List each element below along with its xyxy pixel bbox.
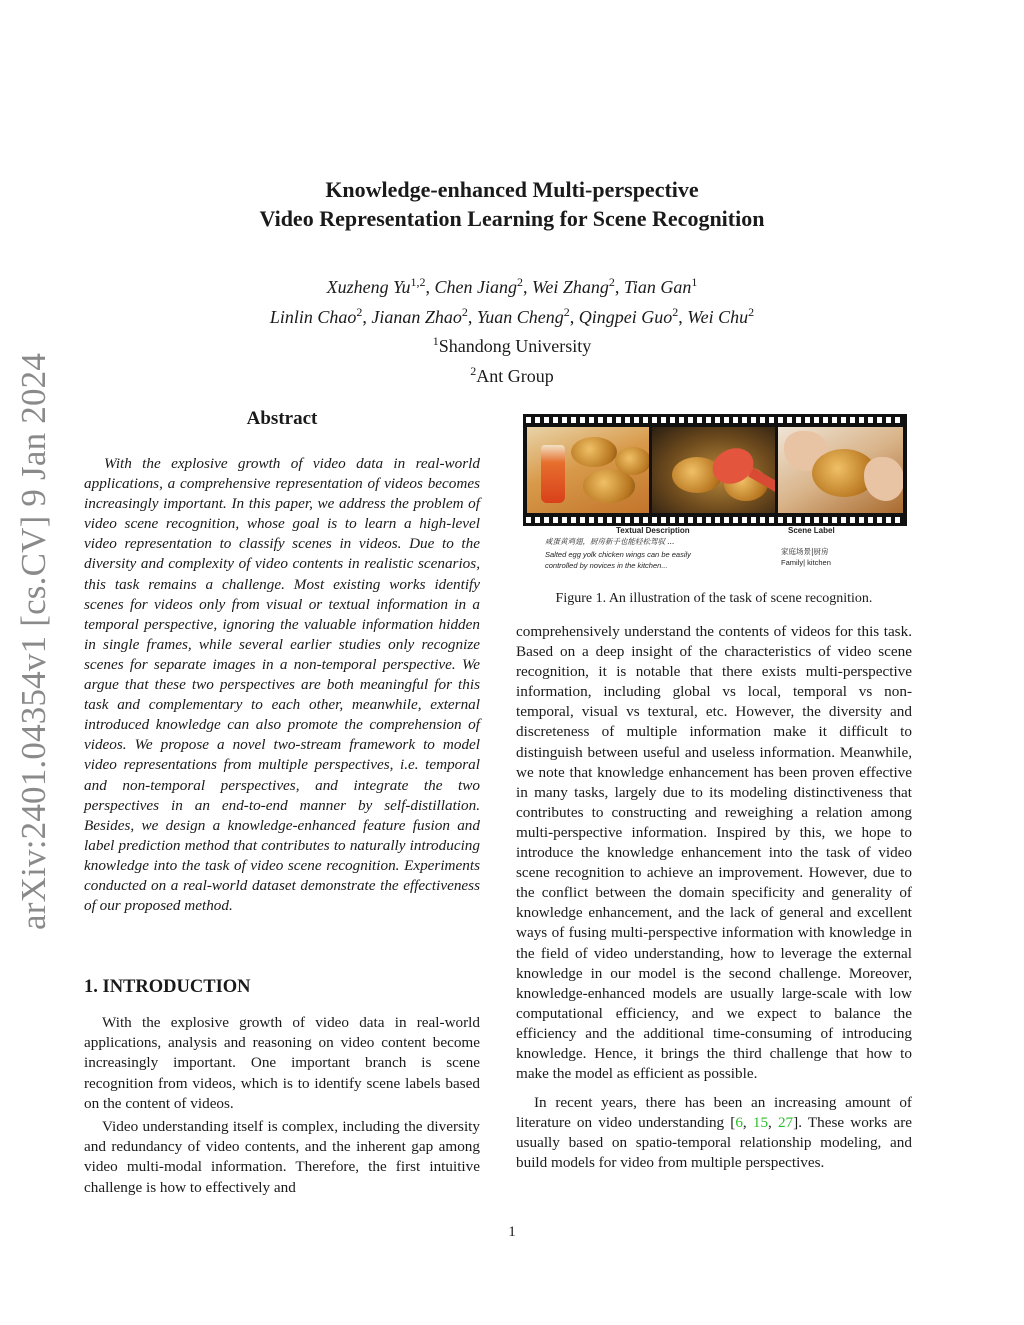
author-name: Jianan Zhao xyxy=(371,306,462,327)
author-affiliation-mark: 2 xyxy=(563,304,570,319)
intro-paragraph-2: Video understanding itself is complex, including the diversity and redundancy of video contents, and the inherent gap among video multi-modal information. Therefore, the first intuitive challenge is how to effectively and xyxy=(84,1118,480,1196)
author-name: Tian Gan xyxy=(623,277,692,297)
filmstrip-image xyxy=(523,414,907,526)
arxiv-identifier[interactable]: arXiv:2401.04354v1 [cs.CV] 9 Jan 2024 xyxy=(14,352,53,930)
author-name: Linlin Chao xyxy=(269,306,357,327)
author-line-1: Xuzheng Yu$^{1,2}$, Chen Jiang$^2$, Wei Zhang$^2$, Tian Gan$^1$ xyxy=(326,275,698,297)
chicken-wing xyxy=(571,437,617,467)
citation-link[interactable]: 6 xyxy=(735,1114,743,1132)
textual-description-label: Textual Description xyxy=(616,526,690,535)
author-affiliation-mark: 2 xyxy=(461,304,468,319)
title-line-1: Knowledge-enhanced Multi-perspective xyxy=(325,177,699,202)
scene-label-english: Family| kitchen xyxy=(781,558,831,567)
scene-label-chinese: 家庭场景|厨房 xyxy=(781,547,829,556)
right-paragraph-2: In recent years, there has been an increasing amount of literature on video understanding [6, 15, 27]. These works are usually based on spatio-temporal relationship modeling, and build models for video from multiple perspectives. xyxy=(516,1094,913,1172)
abstract-body xyxy=(84,454,480,916)
video-frame-1 xyxy=(527,427,649,513)
description-english: Salted egg yolk chicken wings can be easily controlled by novices in the kitchen... xyxy=(545,550,691,570)
page-number: 1 xyxy=(508,1224,516,1240)
author-affiliation-mark: 2 xyxy=(356,304,363,319)
intro-paragraph-1: With the explosive growth of video data in real-world applications, analysis and reasoning on video content become increasingly important. One important branch is scene recognition from videos, which is to identify scene labels based on the content of videos. xyxy=(84,1014,480,1112)
author-affiliation-mark: 1 xyxy=(691,275,698,289)
video-frame-3 xyxy=(778,427,903,513)
abstract-heading: Abstract xyxy=(246,408,318,429)
affiliation-1: $^1$Shandong University xyxy=(432,334,592,356)
abstract-paragraph: With the explosive growth of video data in real-world applications, a comprehensive representation of videos becomes increasingly important. In this paper, we address the problem of video scene recognition, whose goal is to learn a high-level video representation to classify scenes in videos. Due to the diversity and complexity of video contents in realistic scenarios, this task remains a challenge. Most existing works identify scenes for videos only from visual or textual information in a temporal perspective, ignoring the valuable information hidden in single frames, while several earlier studies only recognize scenes for separate images in a non-temporal perspective. We argue that these two perspectives are both meaningful for this task and complementary to each other, meanwhile, external introduced knowledge can also promote the comprehension of videos. We propose a novel two-stream framework to model video representations from multiple perspectives, i.e. temporal and non-temporal perspectives, and integrate the two perspectives in an end-to-end manner by self-distillation. Besides, we design a knowledge-enhanced feature fusion and label prediction method that contributes to naturally introducing knowledge into the task of video scene recognition. Experiments conducted on a real-world dataset demonstrate the effectiveness of our proposed method. xyxy=(84,455,480,915)
author-name: Xuzheng Yu xyxy=(326,277,411,297)
citation-link[interactable]: 27 xyxy=(777,1114,794,1132)
citation-link[interactable]: 15 xyxy=(752,1114,769,1132)
author-line-2: Linlin Chao$^2$, Jianan Zhao$^2$, Yuan Cheng$^2$, Qingpei Guo$^2$, Wei Chu$^2$ xyxy=(269,304,755,327)
affiliation-2: $^2$Ant Group xyxy=(470,363,554,386)
description-chinese: 咸蛋黄鸡翅，厨房新手也能轻松驾驭 ... xyxy=(545,537,675,546)
author-name: Chen Jiang xyxy=(434,277,517,297)
author-name: Yuan Cheng xyxy=(476,306,564,327)
film-perforations-bottom xyxy=(526,517,904,523)
author-affiliation-mark: 2 xyxy=(748,304,755,319)
hand xyxy=(864,457,903,501)
author-name: Qingpei Guo xyxy=(578,306,673,327)
author-affiliation-mark: 2 xyxy=(672,304,679,319)
author-affiliation-mark: 2 xyxy=(516,275,523,289)
chicken-wing xyxy=(615,447,649,475)
video-frame-2 xyxy=(652,427,775,513)
figure-caption: Figure 1. An illustration of the task of scene recognition. xyxy=(555,591,873,606)
right-column-body xyxy=(516,622,912,1183)
drink-glass xyxy=(541,445,565,503)
introduction-body xyxy=(84,1013,480,1201)
figure-1 xyxy=(523,414,907,574)
film-perforations-top xyxy=(526,417,904,423)
title-line-2: Video Representation Learning for Scene Recognition xyxy=(259,206,765,231)
author-name: Wei Zhang xyxy=(531,277,609,297)
paper-title xyxy=(0,175,1024,233)
author-affiliation-mark: 1,2 xyxy=(410,275,426,289)
right-paragraph-1: comprehensively understand the contents of videos for this task. Based on a deep insight of the characteristics of video scene recognition, it is notable that there exists multi-perspective information, including global vs local, temporal vs non-temporal, visual vs textural, etc. However, the diversity and discreteness of multiple information make it difficult to distinguish between useful and useless information. Meanwhile, we note that knowledge enhancement has been proven effective in many tasks, largely due to its modeling distinctiveness that contributes to constructing and reweighing a relation among multi-perspective information. Inspired by this, we hope to introduce the knowledge enhancement into the task of video scene recognition to achieve an improvement. However, due to the conflict between the domain specificity and generality of knowledge enhancement, and the lack of general and excellent ways of fusing multi-perspective information with knowledge in the field of video understanding, how to leverage the external knowledge in our model is the second challenge. Moreover, knowledge-enhanced models are usually large-scale with low computational efficiency, and we expect to balance the efficiency and the additional time-consuming of introducing knowledge. Hence, it brings the third challenge that how to make the model as efficient as possible. xyxy=(516,623,912,1083)
author-name: Wei Chu xyxy=(687,306,749,327)
author-affiliation-mark: 2 xyxy=(608,275,615,289)
section-heading-introduction: 1. INTRODUCTION xyxy=(84,977,251,997)
author-block xyxy=(0,270,1024,388)
scene-label-heading: Scene Label xyxy=(788,526,835,535)
